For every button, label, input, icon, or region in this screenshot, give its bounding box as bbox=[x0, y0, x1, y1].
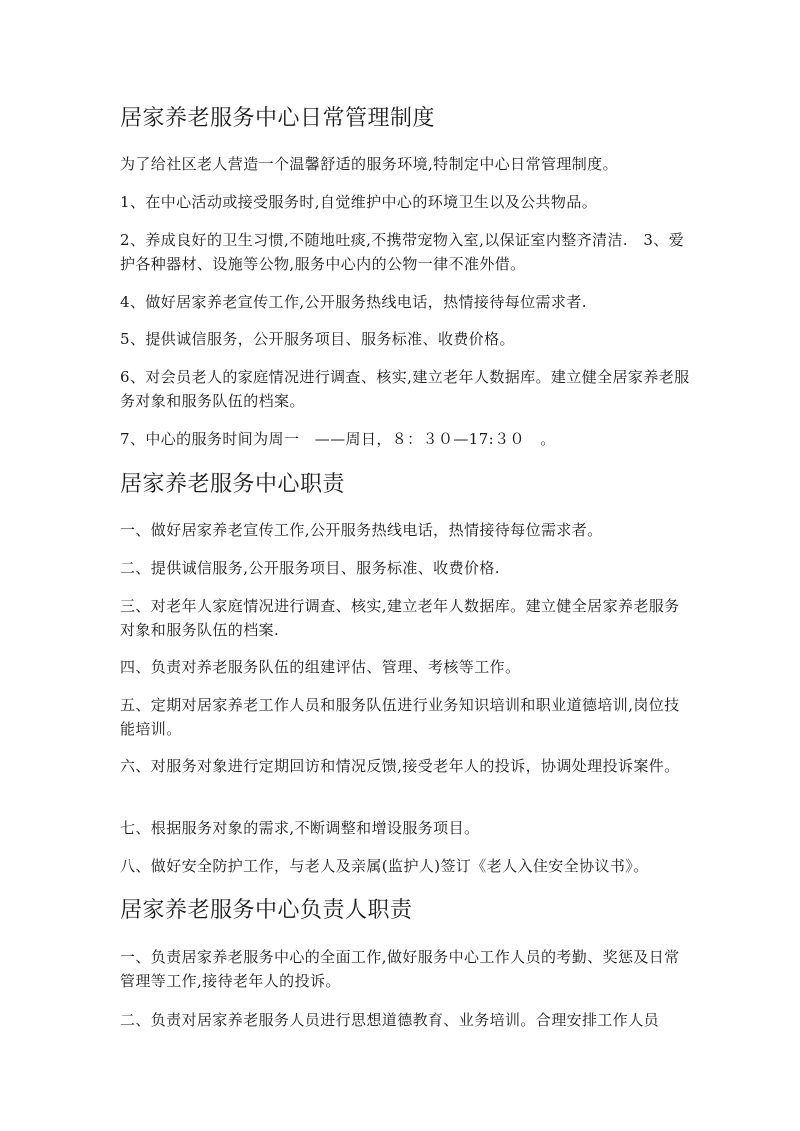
paragraph: 7、中心的服务时间为周一 ——周日，８：３０—17:３０ 。 bbox=[120, 430, 556, 448]
paragraph: 七、根据服务对象的需求,不断调整和增设服务项目。 bbox=[120, 819, 480, 837]
paragraph: 四、负责对养老服务队伍的组建评估、管理、考核等工作。 bbox=[120, 658, 521, 676]
paragraph: 三、对老年人家庭情况进行调查、核实,建立老年人数据库。建立健全居家养老服务对象和服务队伍的档案. bbox=[120, 597, 680, 639]
paragraph: 二、负责对居家养老服务人员进行思想道德教育、业务培训。合理安排工作人员 bbox=[120, 1011, 660, 1029]
section-title-daily-management: 居家养老服务中心日常管理制度 bbox=[120, 106, 436, 131]
paragraph: 2、养成良好的卫生习惯,不随地吐痰,不携带宠物入室,以保证室内整齐清洁. 3、爱护各种器材、设施等公物,服务中心内的公物一律不准外借。 bbox=[120, 231, 685, 273]
paragraph: 一、负责居家养老服务中心的全面工作,做好服务中心工作人员的考勤、奖惩及日常管理等工作,接待老年人的投诉。 bbox=[120, 948, 680, 990]
paragraph: 二、提供诚信服务,公开服务项目、服务标准、收费价格. bbox=[120, 559, 500, 577]
paragraph: 1、在中心活动或接受服务时,自觉维护中心的环境卫生以及公共物品。 bbox=[120, 193, 598, 211]
paragraph: 一、做好居家养老宣传工作,公开服务热线电话，热情接待每位需求者。 bbox=[120, 521, 603, 539]
paragraph: 为了给社区老人营造一个温馨舒适的服务环境,特制定中心日常管理制度。 bbox=[120, 155, 618, 173]
paragraph: 6、对会员老人的家庭情况进行调查、核实,建立老年人数据库。建立健全居家养老服务对象和服务队伍的档案。 bbox=[120, 368, 690, 410]
paragraph: 5、提供诚信服务，公开服务项目、服务标准、收费价格。 bbox=[120, 330, 515, 348]
section-title-center-duties: 居家养老服务中心职责 bbox=[120, 472, 346, 497]
paragraph: 4、做好居家养老宣传工作,公开服务热线电话，热情接待每位需求者. bbox=[120, 293, 587, 311]
section-title-director-duties: 居家养老服务中心负责人职责 bbox=[120, 898, 413, 923]
paragraph: 六、对服务对象进行定期回访和情况反馈,接受老年人的投诉，协调处理投诉案件。 bbox=[120, 757, 680, 775]
paragraph: 五、定期对居家养老工作人员和服务队伍进行业务知识培训和职业道德培训,岗位技能培训。 bbox=[120, 696, 680, 738]
paragraph: 八、做好安全防护工作，与老人及亲属(监护人)签订《老人入住安全协议书》。 bbox=[120, 857, 649, 875]
